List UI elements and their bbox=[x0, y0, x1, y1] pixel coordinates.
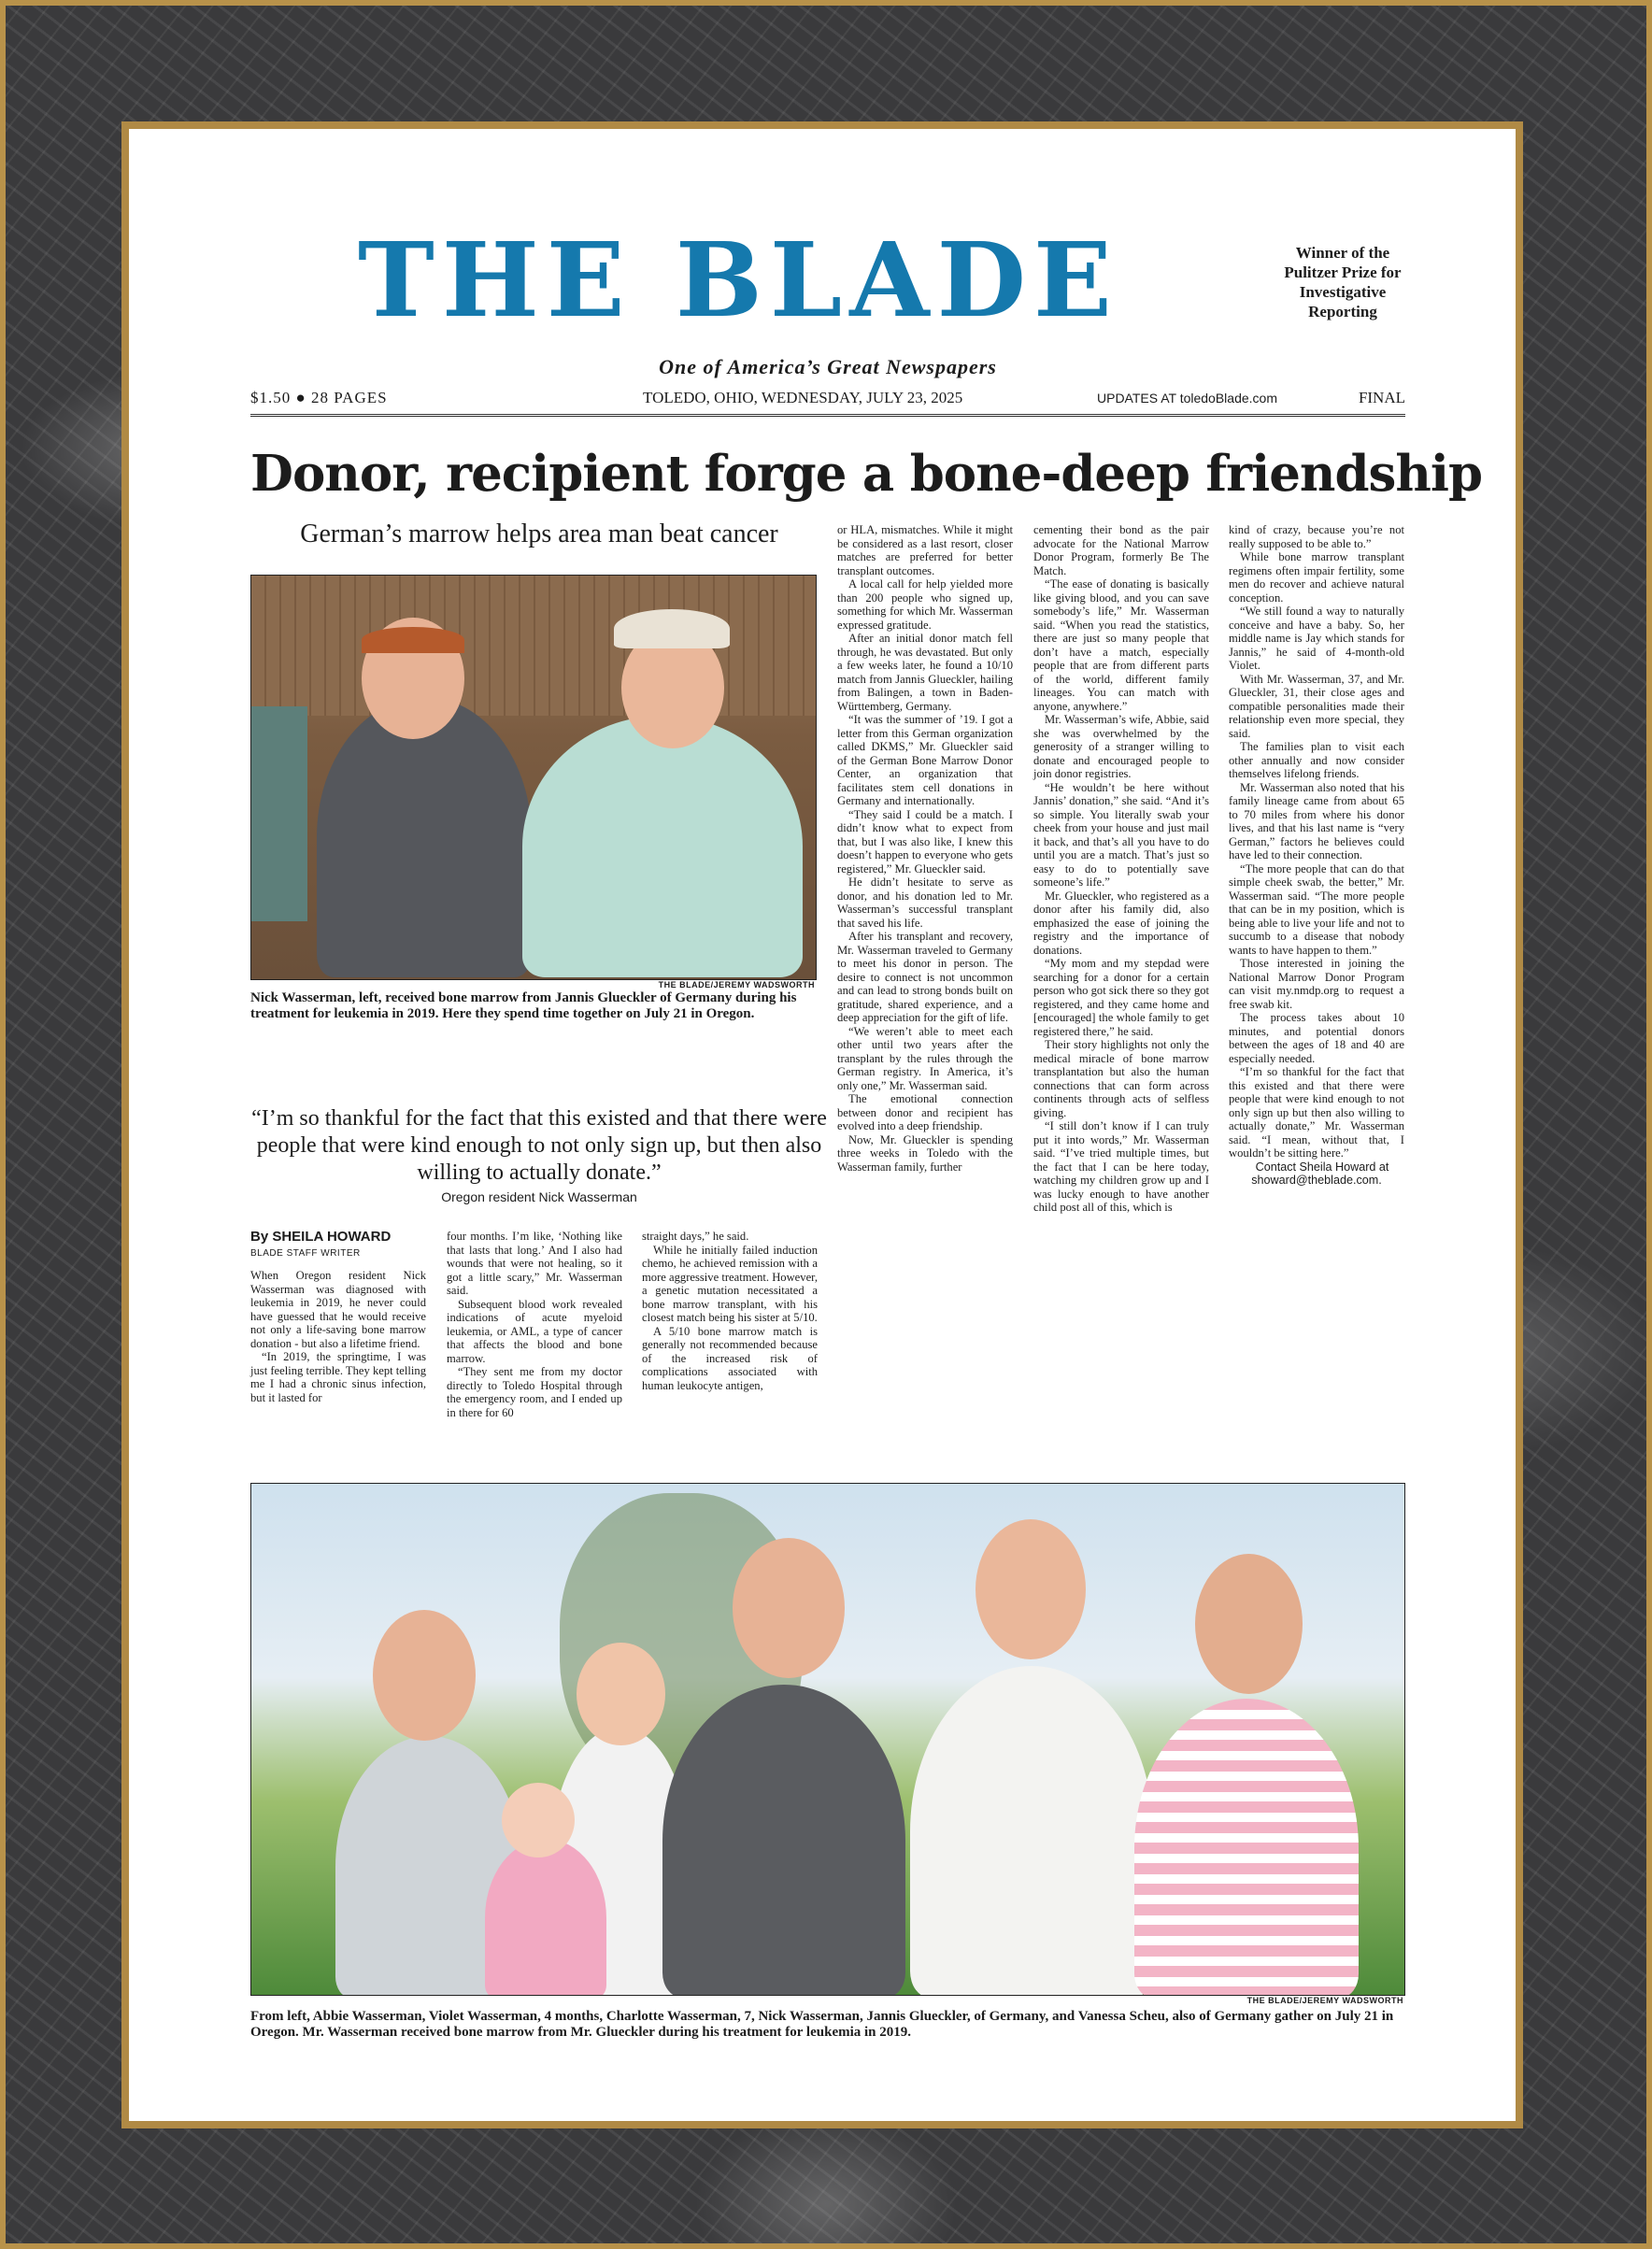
byline: By SHEILA HOWARD bbox=[250, 1229, 392, 1245]
masthead-title: THE BLADE bbox=[358, 220, 1119, 340]
paragraph: “They sent me from my doctor directly to Toledo Hospital through the emergency room, and I ended up in there for 60 bbox=[447, 1365, 622, 1419]
paragraph: cementing their bond as the pair advocate for the National Marrow Donor Program, formerly Be The Match. bbox=[1033, 523, 1209, 577]
paragraph: Mr. Glueckler, who registered as a donor after his family did, also emphasized the ease of joining the registry and the importance of donations. bbox=[1033, 889, 1209, 957]
paragraph: After his transplant and recovery, Mr. Wasserman traveled to Germany to meet his donor in person. The desire to connect is not uncommon and can lead to strong bonds built on gratitude, shared experience, and a deep appreciation for the gift of life. bbox=[837, 930, 1013, 1024]
paragraph: four months. I’m like, ‘Nothing like that lasts that long.’ And I also had wounds that were not healing, so it got a little scary,” Mr. Wasserman said. bbox=[447, 1230, 622, 1297]
nick-wasserman bbox=[317, 697, 532, 977]
paragraph: “The more people that can do that simple cheek swab, the better,” Mr. Wasserman said. “The more people that can be in my position, which is being able to live your life and not to succumb to a disease that nobody wants to have happen to them.” bbox=[1229, 861, 1404, 957]
column-2 bbox=[447, 1230, 622, 1419]
paragraph: After an initial donor match fell through, he was devastated. But only a few weeks later, he found a 10/10 match from Jannis Glueckler, hailing from Balingen, a town in Baden-Württemberg, Germany. bbox=[837, 632, 1013, 713]
edition: FINAL bbox=[1358, 389, 1405, 406]
nick-head-group bbox=[733, 1538, 845, 1678]
paragraph: Those interested in joining the National Marrow Donor Program can visit my.nmdp.org to request a free swab kit. bbox=[1229, 957, 1404, 1011]
paragraph: “We weren’t able to meet each other until two years after the transplant by the rules through the German registry. In America, it’s only one,” Mr. Wasserman said. bbox=[837, 1024, 1013, 1092]
paragraph: straight days,” he said. bbox=[642, 1230, 749, 1243]
info-bar bbox=[250, 386, 1405, 417]
vanessa-head bbox=[1195, 1554, 1303, 1694]
photo1-credit: THE BLADE/JEREMY WADSWORTH bbox=[658, 980, 815, 989]
dateline: TOLEDO, OHIO, WEDNESDAY, JULY 23, 2025 bbox=[643, 389, 963, 406]
paragraph: “We still found a way to naturally conceive and have a baby. So, her middle name is Jay which stands for Jannis,” he said of 4-month-old Violet. bbox=[1229, 605, 1404, 672]
paragraph: He didn’t hesitate to serve as donor, and his donation led to Mr. Wasserman’s successful transplant that saved his life. bbox=[837, 875, 1013, 930]
photo2-credit: THE BLADE/JEREMY WADSWORTH bbox=[1246, 1996, 1403, 2005]
paragraph: “They said I could be a match. I didn’t know what to expect from that, but I was also like, I knew this doesn’t happen to everyone who gets registered,” Mr. Glueckler said. bbox=[837, 807, 1013, 875]
column-4 bbox=[837, 523, 1013, 1174]
violet-head bbox=[502, 1783, 575, 1858]
slogan: One of America’s Great Newspapers bbox=[659, 355, 997, 378]
paragraph: The process takes about 10 minutes, and potential donors between the ages of 18 and 40 are especially needed. bbox=[1229, 1011, 1404, 1065]
paragraph: or HLA, mismatches. While it might be considered as a last resort, closer matches are preferred for better transplant outcomes. bbox=[837, 523, 1013, 577]
paragraph: “My mom and my stepdad were searching for a donor for a certain person who got sick there so they got registered, and they came home and [encouraged] the whole family to get registered there,” he said. bbox=[1033, 957, 1209, 1038]
cap bbox=[614, 609, 730, 648]
photo1-caption: Nick Wasserman, left, received bone marrow from Jannis Glueckler of Germany during his treatment for leukemia in 2019. Here they spend time together on July 21 in Oregon. bbox=[250, 990, 797, 1021]
headline: Donor, recipient forge a bone-deep friendship bbox=[250, 445, 1483, 503]
charlotte-head bbox=[577, 1643, 665, 1745]
paragraph: kind of crazy, because you’re not really supposed to be able to.” bbox=[1229, 523, 1404, 550]
paragraph: Now, Mr. Glueckler is spending three weeks in Toledo with the Wasserman family, further bbox=[837, 1132, 1013, 1174]
paragraph: The emotional connection between donor and recipient has evolved into a deep friendship. bbox=[837, 1092, 1013, 1132]
paragraph: The families plan to visit each other annually and now consider themselves lifelong friends. bbox=[1229, 740, 1404, 780]
paragraph: Mr. Wasserman’s wife, Abbie, said she was overwhelmed by the generosity of a stranger willing to donate and encouraged people to join donor registries. bbox=[1033, 713, 1209, 780]
paragraph: Subsequent blood work revealed indications of acute myeloid leukemia, or AML, a type of cancer that affects the blood and bone marrow. bbox=[447, 1297, 622, 1365]
pull-quote-attribution: Oregon resident Nick Wasserman bbox=[441, 1189, 637, 1204]
photo-donor-recipient bbox=[250, 575, 817, 980]
wall-siding bbox=[251, 576, 816, 716]
column-5 bbox=[1033, 523, 1209, 1215]
pull-quote: “I’m so thankful for the fact that this existed and that there were people that were kind enough to not only sign up, but then also willing to actually donate.” bbox=[251, 1106, 827, 1185]
nick-hair bbox=[362, 627, 464, 653]
photo2-caption: From left, Abbie Wasserman, Violet Wasserman, 4 months, Charlotte Wasserman, 7, Nick Wasserman, Jannis Glueckler, of Germany, and Vanessa Scheu, also of Germany gather on July 21 in Oregon. Mr. Wasserman received bone marrow from Mr. Glueckler during his treatment for leukemia in 2019. bbox=[250, 2009, 1394, 2040]
photo-families bbox=[250, 1483, 1405, 1996]
paragraph: While bone marrow transplant regimens often impair fertility, some men do recover and achieve natural conception. bbox=[1229, 550, 1404, 605]
paragraph: “It was the summer of ’19. I got a letter from this German organization called DKMS,” Mr. Glueckler said of the German Bone Marrow Donor Center, an organization that facilitates stem cell donations in Germany and internationally. bbox=[837, 713, 1013, 807]
paragraph: “The ease of donating is basically like giving blood, and you can save somebody’s life,” Mr. Wasserman said. “When you read the statistics, there are just so many people that don’t have a match, especially people that are from different parts of the world, different family lineages. You can match with anyone, anywhere.” bbox=[1033, 577, 1209, 713]
jannis-head-group bbox=[976, 1519, 1086, 1659]
column-3 bbox=[642, 1230, 818, 1392]
paragraph: “In 2019, the springtime, I was just feeling terrible. They kept telling me I had a chronic sinus infection, but it lasted for bbox=[250, 1350, 426, 1404]
subhead: German’s marrow helps area man beat cancer bbox=[300, 520, 778, 548]
paragraph: A 5/10 bone marrow match is generally not recommended because of the increased risk of complications associated with human leukocyte antigen, bbox=[642, 1324, 818, 1392]
paragraph: “He wouldn’t be here without Jannis’ donation,” she said. “And it’s so simple. You literally swab your cheek from your house and just mail it back, and that’s all you have to do until you are a match. That’s just so easy to do to potentially save someone’s life.” bbox=[1033, 780, 1209, 889]
jannis-glueckler bbox=[522, 716, 803, 977]
violet-wasserman bbox=[485, 1839, 606, 1996]
vanessa-scheu bbox=[1134, 1699, 1359, 1996]
paragraph: A local call for help yielded more than 200 people who signed up, something for which Mr. Wasserman expressed gratitude. bbox=[837, 577, 1013, 632]
paragraph: With Mr. Wasserman, 37, and Mr. Glueckler, 31, their close ages and compatible personalities made their relationship even more special, they said. bbox=[1229, 672, 1404, 740]
nick-wasserman-group bbox=[662, 1685, 905, 1996]
staff-label: BLADE STAFF WRITER bbox=[250, 1248, 361, 1259]
chair-cushion bbox=[251, 706, 307, 921]
paragraph: When Oregon resident Nick Wasserman was diagnosed with leukemia in 2019, he never could have guessed that he would receive not only a life-saving bone marrow donation - but also a lifetime friend. bbox=[250, 1269, 426, 1350]
price-pages: $1.50 ● 28 PAGES bbox=[250, 389, 388, 406]
paragraph: Their story highlights not only the medical miracle of bone marrow transplantation but also the human connections that can form across continents through acts of selfless giving. bbox=[1033, 1038, 1209, 1119]
paragraph: “I still don’t know if I can truly put it into words,” Mr. Wasserman said. “I’ve tried multiple times, but the fact that I can be here today, watching my children grow up and I was lucky enough to have another child post all of this, which is bbox=[1033, 1119, 1209, 1214]
column-6 bbox=[1229, 523, 1404, 1188]
paragraph: “I’m so thankful for the fact that this existed and that there were people that were kind enough to not only sign up but then also willing to actually donate,” Mr. Wasserman said. “I mean, without that, I wouldn’t be sitting here.” bbox=[1229, 1065, 1404, 1160]
updates-link[interactable]: UPDATES AT toledoBlade.com bbox=[1097, 391, 1277, 406]
front-page bbox=[250, 215, 1483, 2046]
jannis-glueckler-group bbox=[910, 1666, 1153, 1996]
pulitzer-note: Winner of the Pulitzer Prize for Investigative Reporting bbox=[1284, 244, 1402, 320]
contact-line: Contact Sheila Howard at showard@theblade.com. bbox=[1251, 1160, 1389, 1187]
paragraph: Mr. Wasserman also noted that his family lineage came from about 65 to 70 miles from where his donor lives, and that his last name is “very German,” factors he believes could have led to their connection. bbox=[1229, 780, 1404, 861]
column-1 bbox=[250, 1269, 426, 1404]
paragraph: While he initially failed induction chemo, he achieved remission with a more aggressive treatment. However, a genetic mutation necessitated a bone marrow transplant, with his closest match being his sister at 5/10. bbox=[642, 1243, 818, 1324]
abbie-head bbox=[373, 1610, 476, 1741]
